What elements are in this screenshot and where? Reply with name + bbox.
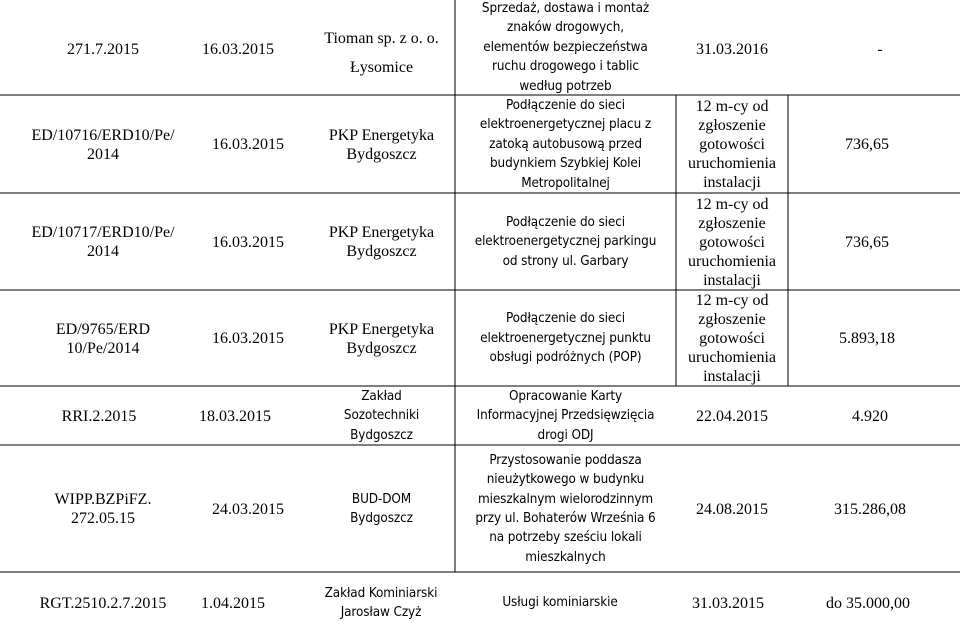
contract-subject [480, 573, 640, 633]
contractor [300, 573, 462, 633]
subject-line: mieszkalnych [525, 549, 606, 565]
subject-line: elektroenergetycznej punktu [480, 330, 651, 346]
contract-term [676, 446, 788, 572]
contract-date-text: 16.03.2015 [212, 136, 284, 153]
contract-value [798, 573, 938, 633]
contract-date-text: 16.03.2015 [212, 233, 284, 251]
contractor-line: Bydgoszcz [350, 427, 413, 443]
term-line: uruchomienia [688, 252, 776, 270]
contract-number-line: 272.05.15 [70, 510, 135, 527]
contractor [308, 194, 455, 290]
term-line: uruchomienia [688, 155, 776, 172]
contract-value [788, 291, 946, 386]
contract-value-text: 5.893,18 [839, 330, 895, 347]
contract-date [188, 573, 278, 633]
contractor-line: Tioman sp. z o. o. [324, 29, 439, 47]
contract-date-text: 16.03.2015 [202, 40, 274, 58]
subject-line: według potrzeb [519, 78, 612, 94]
contractor-line: PKP Energetyka [328, 224, 435, 241]
contract-subject [455, 0, 676, 95]
subject-line: od strony ul. Garbary [502, 253, 629, 269]
contract-term [676, 96, 788, 193]
contract-date-text: 18.03.2015 [199, 407, 271, 425]
term-line: zgłoszenie [698, 117, 766, 134]
contract-number-line: ED/10717/ERD10/Pe/ [31, 224, 175, 241]
contract-date [188, 96, 308, 193]
contractor [308, 96, 455, 193]
term-line: gotowości [699, 233, 765, 251]
subject-line: przy ul. Bohaterów Września 6 [475, 511, 656, 526]
contract-value-text: do 35.000,00 [826, 594, 910, 612]
contractor-line: Zakład Kominiarski [324, 585, 438, 601]
contractor-line: Bydgoszcz [346, 145, 417, 163]
contract-date-text: 16.03.2015 [212, 330, 284, 347]
contractor-line: PKP Energetyka [328, 320, 435, 338]
contract-number-line: 2014 [86, 145, 119, 163]
subject-line: zatoką autobusową przed [489, 136, 642, 152]
contract-term [676, 387, 788, 445]
contract-value [830, 387, 910, 445]
subject-line: Podłączenie do sieci [505, 97, 626, 113]
contract-term-text: 24.08.2015 [696, 500, 768, 518]
subject-line: Podłączenie do sieci [505, 214, 626, 230]
contract-value-text: - [877, 40, 883, 58]
term-line: zgłoszenie [698, 214, 766, 232]
contract-value-text: 736,65 [845, 136, 889, 153]
contract-date [188, 446, 308, 572]
contract-term-text: 31.03.2016 [696, 40, 768, 58]
term-line: instalacji [703, 368, 761, 385]
contract-number [18, 291, 188, 386]
contract-subject [455, 378, 676, 454]
contractor-line: Bydgoszcz [346, 339, 417, 357]
subject-line: nieużytkowego w budynku [486, 472, 645, 488]
contractor [308, 19, 455, 77]
contractor [308, 291, 455, 386]
contract-value-text: 4.920 [852, 407, 888, 425]
contract-subject [455, 194, 676, 290]
contract-subject [455, 291, 676, 386]
contract-number [18, 96, 188, 193]
subject-line: Sprzedaż, dostawa i montaż [481, 0, 650, 16]
contract-number [0, 387, 188, 445]
contractor-line: Bydgoszcz [350, 511, 413, 526]
contract-subject [455, 446, 676, 572]
contractor-line: Bydgoszcz [346, 243, 417, 260]
subject-line: mieszkalnym wielorodzinnym [477, 491, 654, 507]
contract-number-line: ED/9765/ERD [55, 320, 151, 338]
subject-line: Informacyjnej Przedsięwzięcia [476, 408, 655, 424]
contract-number-line: 10/Pe/2014 [66, 339, 140, 357]
term-line: instalacji [703, 174, 761, 191]
contract-number-line: 2014 [86, 243, 119, 260]
contract-term [676, 194, 788, 290]
subject-line: elementów bezpieczeństwa [483, 39, 648, 55]
term-line: gotowości [699, 330, 765, 347]
contract-number [0, 573, 200, 633]
contract-term-text: 31.03.2015 [692, 594, 764, 612]
contract-value-text: 315.286,08 [834, 500, 906, 518]
contract-date [188, 194, 308, 290]
contract-term [676, 20, 788, 78]
subject-line: Opracowanie Karty [508, 388, 623, 404]
term-line: uruchomienia [688, 349, 776, 366]
contractor [308, 378, 455, 454]
contract-date [170, 387, 300, 445]
contract-number-text: 271.7.2015 [67, 40, 139, 58]
contractor-line: PKP Energetyka [328, 126, 435, 144]
term-line: 12 m-cy od [695, 195, 769, 213]
contract-date-text: 1.04.2015 [201, 594, 265, 612]
contract-number [18, 194, 188, 290]
contractor-line: Sozotechniki [343, 408, 420, 424]
term-line: gotowości [699, 136, 765, 153]
contract-value [788, 194, 946, 290]
contractor-line: Zakład [361, 388, 402, 404]
contract-value-text: 736,65 [845, 233, 889, 251]
term-line: 12 m-cy od [695, 292, 769, 309]
subject-line: na potrzeby sześciu lokali [489, 530, 642, 546]
contract-number-line: WIPP.BZPiFZ. [54, 491, 152, 508]
subject-line: elektroenergetycznej parkingu [474, 234, 657, 250]
contract-subject [455, 96, 676, 193]
subject-line: znaków drogowych, [507, 20, 624, 36]
subject-line: drogi ODJ [537, 427, 594, 443]
term-line: zgłoszenie [698, 311, 766, 328]
subject-line: ruchu drogowego i tablic [492, 59, 639, 75]
term-line: 12 m-cy od [695, 98, 769, 115]
term-line: instalacji [703, 271, 761, 289]
subject-line: Podłączenie do sieci [505, 311, 626, 327]
subject-line: obsługi podróżnych (POP) [489, 350, 642, 366]
contract-number-text: RGT.2510.2.7.2015 [39, 594, 167, 612]
contract-value [860, 20, 900, 78]
contract-value [788, 96, 946, 193]
subject-line: elektroenergetycznej placu z [479, 117, 652, 133]
contract-date-text: 24.03.2015 [212, 500, 284, 518]
contract-date [188, 291, 308, 386]
contractor-line: Łysomice [349, 58, 414, 76]
contract-term [662, 573, 794, 633]
contractor-line: Jarosław Czyż [340, 605, 422, 620]
contract-date [176, 20, 300, 78]
contract-number-text: RRI.2.2015 [61, 407, 137, 425]
contractor-line: BUD-DOM [351, 491, 412, 507]
subject-line: Przystosowanie poddasza [489, 452, 642, 468]
contract-number [18, 446, 188, 572]
contract-term-text: 22.04.2015 [696, 407, 768, 425]
contract-value [810, 446, 930, 572]
contract-number-line: ED/10716/ERD10/Pe/ [31, 126, 175, 144]
subject-line: budynkiem Szybkiej Kolei [490, 156, 641, 172]
contractor [308, 446, 455, 572]
subject-line: Usługi kominiarskie [502, 595, 618, 611]
contract-term [676, 291, 788, 386]
subject-line: Metropolitalnej [521, 175, 610, 191]
contract-number [18, 20, 188, 78]
